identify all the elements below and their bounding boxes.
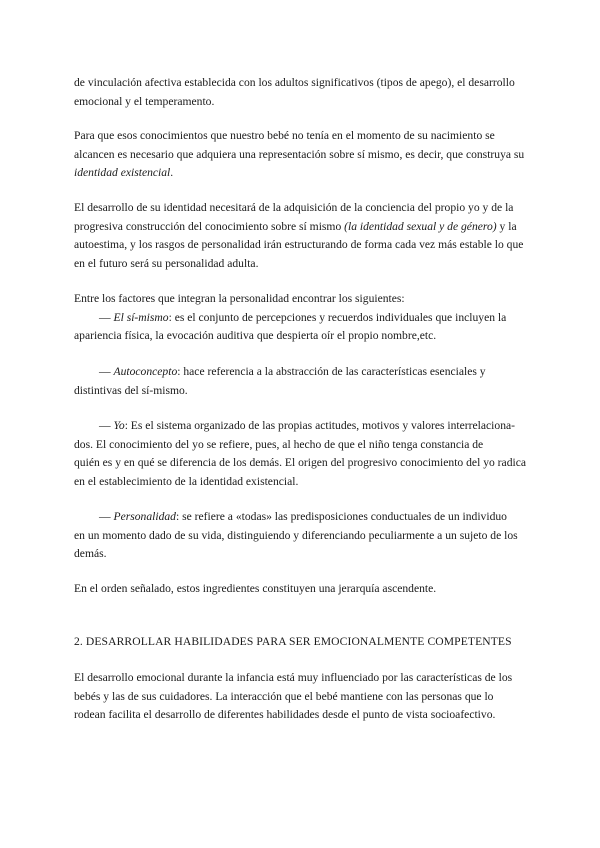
paragraph-attachment: de vinculación afectiva establecida con los adultos significativos (tipos de apego), el desarrollo emocional y el temperamento. [74, 76, 515, 108]
term-personality: Personalidad [113, 510, 176, 523]
paragraph-self: Entre los factores que integran la personalidad encontrar los siguientes: — El sí-mismo: es el conjunto de percepciones y recuerdos individuales que incluyen la apariencia física, la evocación auditiva que despierta oír el propio nombre,etc. [74, 292, 507, 342]
paragraph-hierarchy: En el orden señalado, estos ingredientes constituyen una jerarquía ascendente. [74, 582, 437, 595]
term-self-concept: Autoconcepto [113, 365, 178, 378]
term-sexual-identity: (la identidad sexual y de género) [344, 219, 497, 233]
paragraph-emotional-development: El desarrollo emocional durante la infancia está muy influenciado por las características de los bebés y las de sus cuidadores. La interacción que el bebé mantiene con las personas que lo rodean facilita el desarrollo de diferentes habilidades desde el punto de vista socioafectivo. [74, 671, 513, 721]
term-self: El sí-mismo [113, 310, 169, 324]
term-existential-identity: identidad existencial [74, 166, 171, 179]
paragraph-existential-identity: Para que esos conocimientos que nuestro bebé no tenía en el momento de su nacimiento se alcancen es necesario que adquiera una representación sobre sí mismo, es decir, que construya su identidad existencial. [74, 129, 525, 179]
paragraph-personality: — Personalidad: se refiere a «todas» las predisposiciones conductuales de un individuo en un momento dado de su vida, distinguiendo y diferenciando peculiarmente a un sujeto de los demás. [74, 510, 518, 560]
section-heading: 2. DESARROLLAR HABILIDADES PARA SER EMOCIONALMENTE COMPETENTES [74, 635, 512, 648]
paragraph-ego: — Yo: Es el sistema organizado de las propias actitudes, motivos y valores interrelaciona- dos. El conocimiento del yo se refiere, pues, al hecho de que el niño tenga constancia de quién es y en qué se diferencia de los demás. El origen del progresivo conocimiento del yo radica en el establecimiento de la identidad existencial. [74, 419, 527, 488]
paragraph-identity-development: El desarrollo de su identidad necesitará de la adquisición de la conciencia del propio yo y de la progresiva construcción del conocimiento sobre sí mismo (la identidad sexual y de género) y la autoestima, y los rasgos de personalidad irán estructurando de forma cada vez más estable lo que en el futuro será su personalidad adulta. [74, 201, 524, 270]
paragraph-self-concept: — Autoconcepto: hace referencia a la abstracción de las características esenciales y distintivas del sí-mismo. [74, 365, 486, 397]
term-ego: Yo [113, 419, 125, 432]
